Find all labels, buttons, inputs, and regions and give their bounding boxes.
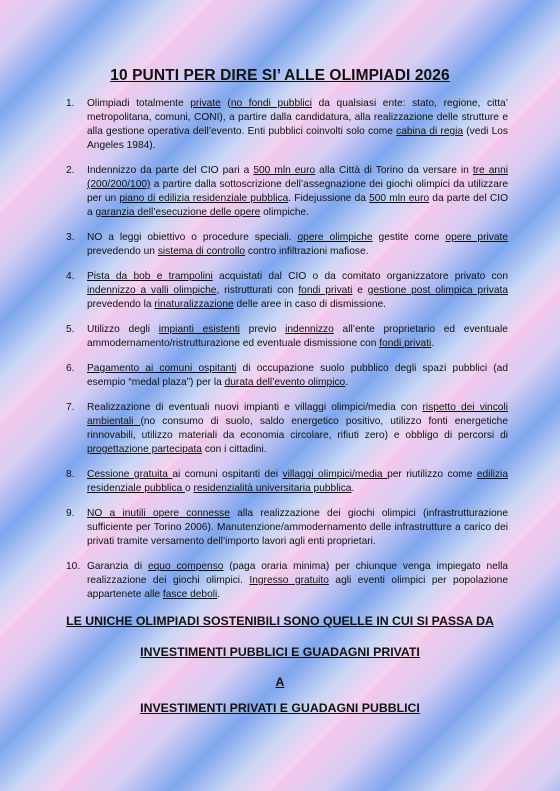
list-item xyxy=(66,97,508,153)
list-item xyxy=(66,231,508,259)
closing-line-4: INVESTIMENTI PRIVATI E GUADAGNI PUBBLICI xyxy=(140,701,420,715)
underlined-text: rinaturalizzazione xyxy=(154,299,234,310)
list-item xyxy=(66,164,508,220)
list-item-text: . xyxy=(345,377,349,388)
list-item-number: 10. xyxy=(66,561,81,572)
list-item-text: . xyxy=(217,589,221,600)
underlined-text: garanzia dell’esecuzione delle opere xyxy=(95,207,261,218)
list-item-text: , ristrutturati con xyxy=(216,285,299,296)
underlined-text: opere private xyxy=(445,232,509,243)
list-item-text: o xyxy=(184,483,194,494)
underlined-text: private xyxy=(190,98,221,109)
underlined-text: indennizzo a valli olimpiche xyxy=(87,285,217,296)
list-item-number: 9. xyxy=(66,508,75,519)
points-list xyxy=(66,97,508,613)
list-item-text: delle aree in caso di dismissione. xyxy=(233,299,387,310)
underlined-text: durata dell’evento olimpico xyxy=(224,377,346,388)
list-item-text: all’ente proprietario ed eventuale ammodernamento/ristrutturazione ed eventuale dismissione con xyxy=(87,324,508,349)
list-item-text: a partire dalla sottoscrizione dell’assegnazione dei giochi olimpici da utilizzare per un xyxy=(87,179,508,204)
list-item-text: acquistati dal CIO o da comitato organizzatore privato con xyxy=(212,271,508,282)
underlined-text: residenzialità universitaria pubblica xyxy=(193,483,352,494)
list-item-text: ( xyxy=(220,98,231,109)
list-item-text: e xyxy=(352,285,368,296)
underlined-text: equo compenso xyxy=(147,561,224,572)
underlined-text: opere olimpiche xyxy=(297,232,373,243)
list-item-text: ai comuni ospitanti dei xyxy=(172,469,283,480)
underlined-text: villaggi olimpici/media xyxy=(282,469,388,480)
list-item-text: con i cittadini. xyxy=(201,444,267,455)
list-item-number: 8. xyxy=(66,469,75,480)
list-item-text: NO a leggi obiettivo o procedure speciali. xyxy=(87,232,298,243)
closing-line-1: LE UNICHE OLIMPIADI SOSTENIBILI SONO QUELLE IN CUI SI PASSA DA xyxy=(66,614,494,628)
underlined-text: Pagamento ai comuni ospitanti xyxy=(87,363,237,374)
underlined-text: rispetto dei vincoli ambientali xyxy=(87,402,509,427)
list-item xyxy=(66,401,508,457)
list-item-number: 6. xyxy=(66,363,75,374)
page-title: 10 PUNTI PER DIRE SI’ ALLE OLIMPIADI 2026 xyxy=(110,67,450,84)
list-item-text: Realizzazione di eventuali nuovi impianti e villaggi olimpici/media con xyxy=(87,402,423,413)
underlined-text: impianti esistenti xyxy=(158,324,240,335)
list-item-text: (paga oraria minima) per chiunque venga impiegato nella realizzazione dei giochi olimpici. xyxy=(87,561,509,586)
list-item-text: contro infiltrazioni mafiose. xyxy=(245,246,369,257)
underlined-text: piano di edilizia residenziale pubblica xyxy=(119,193,289,204)
list-item-text: olimpiche. xyxy=(260,207,310,218)
list-item-text: . xyxy=(351,483,355,494)
list-item-number: 3. xyxy=(66,232,75,243)
list-item xyxy=(66,270,508,312)
underlined-text: no fondi pubblici xyxy=(230,98,313,109)
underlined-text: NO a inutili opere connesse xyxy=(87,508,230,519)
underlined-text: progettazione partecipata xyxy=(87,444,202,455)
underlined-text: sistema di controllo xyxy=(157,246,246,257)
underlined-text: tre anni (200/200/100) xyxy=(87,165,508,190)
underlined-text: indennizzo xyxy=(285,324,334,335)
list-item xyxy=(66,362,508,390)
underlined-text: Pista da bob e trampolini xyxy=(87,271,213,282)
closing-line-2: INVESTIMENTI PUBBLICI E GUADAGNI PRIVATI xyxy=(140,645,420,659)
underlined-text: edilizia residenziale pubblica xyxy=(87,469,508,494)
list-item-text: Olimpiadi totalmente xyxy=(87,98,191,109)
underlined-text: fasce deboli xyxy=(162,589,218,600)
list-item-text: di occupazione suolo pubblico degli spazi pubblici (ad esempio “medal plaza”) per la xyxy=(87,363,509,388)
list-item-text: alla realizzazione dei giochi olimpici (infrastrutturazione sufficiente per Torino 2006). Manutenzione/ammodernamento delle infrastrutture a carico dei privati tramite versamento dell’importo lavori agli enti proprietari. xyxy=(87,508,508,547)
underlined-text: 500 mln euro xyxy=(253,165,316,176)
list-item xyxy=(66,323,508,351)
underlined-text: Cessione gratuita xyxy=(87,469,173,480)
list-item-text: . xyxy=(431,338,435,349)
list-item xyxy=(66,560,508,602)
list-item-number: 1. xyxy=(66,98,75,109)
list-item-text: (no consumo di suolo, saldo energetico positivo, utilizzo fonti energetiche rinnovabili, utilizzo materiali da economia circolare, rifiuti zero) e obbligo di percorsi di xyxy=(87,416,508,441)
list-item-text: . Fidejussione da xyxy=(288,193,370,204)
list-item-text: per riutilizzo come xyxy=(387,469,477,480)
underlined-text: cabina di regia xyxy=(396,126,464,137)
list-item-text: agli eventi olimpici per popolazione appartenete alle xyxy=(87,575,508,600)
list-item-text: Garanzia di xyxy=(87,561,148,572)
list-item xyxy=(66,507,508,549)
list-item-text: (vedi Los Angeles 1984). xyxy=(87,126,508,151)
list-item-number: 2. xyxy=(66,165,75,176)
list-item-text: da qualsiasi ente: stato, regione, citta’ metropolitana, comuni, CONI), a partire dalla candidatura, alla realizzazione delle strutture e alla gestione operativa dell’evento. Enti pubblici coinvolti solo come xyxy=(87,98,508,137)
closing-line-3: A xyxy=(275,675,285,689)
list-item-number: 7. xyxy=(66,402,75,413)
list-item-text: previo xyxy=(239,324,286,335)
list-item xyxy=(66,468,508,496)
list-item-text: da parte del CIO a xyxy=(87,193,508,218)
list-item-number: 4. xyxy=(66,271,75,282)
underlined-text: fondi privati xyxy=(379,338,432,349)
list-item-number: 5. xyxy=(66,324,75,335)
list-item-text: gestite come xyxy=(372,232,446,243)
underlined-text: 500 mln euro xyxy=(369,193,430,204)
list-item-text: prevedendo un xyxy=(87,246,158,257)
underlined-text: gestione post olimpica privata xyxy=(367,285,508,296)
list-item-text: alla Città di Torino da versare in xyxy=(315,165,473,176)
underlined-text: Ingresso gratuito xyxy=(249,575,329,586)
list-item-text: Indennizzo da parte del CIO pari a xyxy=(87,165,254,176)
list-item-text: prevedendo la xyxy=(87,299,155,310)
underlined-text: fondi privati xyxy=(298,285,353,296)
list-item-text: Utilizzo degli xyxy=(87,324,159,335)
